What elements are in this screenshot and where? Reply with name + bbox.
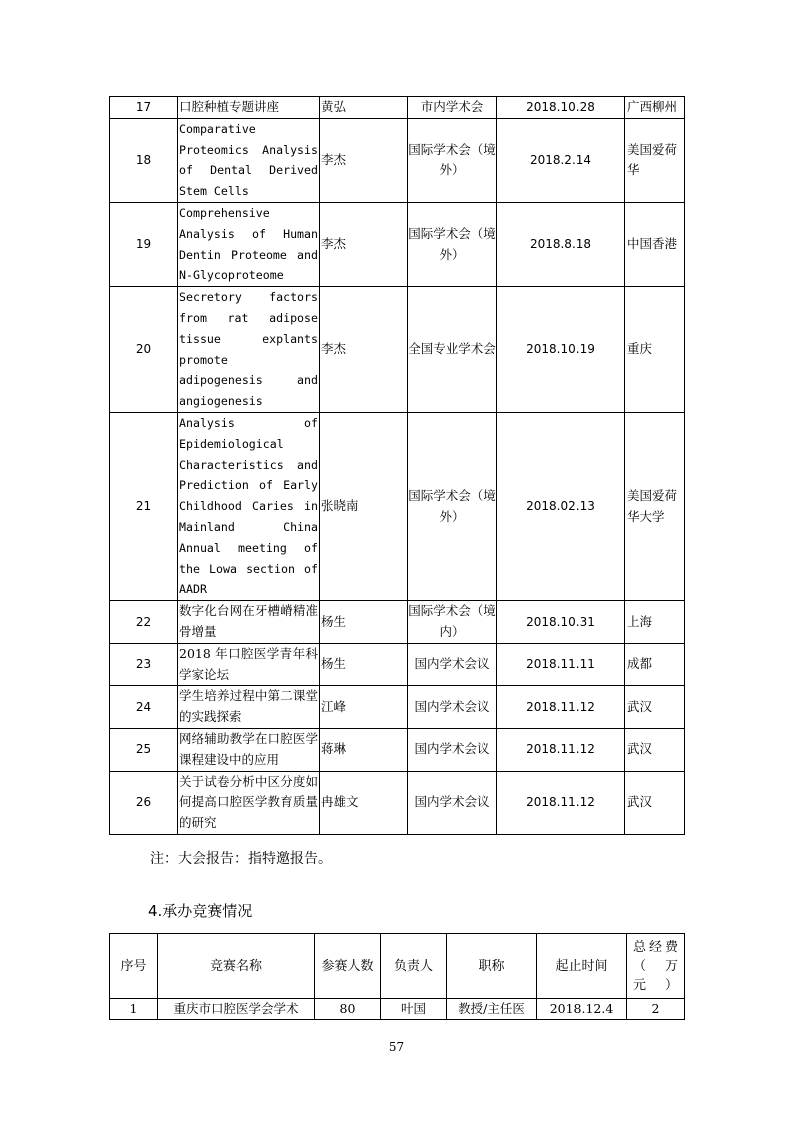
table-row xyxy=(110,771,685,834)
section-title: 4.承办竞赛情况 xyxy=(148,902,253,920)
header-name: 竞赛名称 xyxy=(158,934,315,999)
report-place: 武汉 xyxy=(625,728,685,771)
page-number: 57 xyxy=(388,1040,405,1054)
table-row xyxy=(110,643,685,686)
report-date: 2018.10.31 xyxy=(497,601,625,644)
meeting-type: 全国专业学术会 xyxy=(408,287,497,413)
row-number: 17 xyxy=(110,97,178,119)
meeting-type: 市内学术会 xyxy=(408,97,497,119)
report-date: 2018.10.28 xyxy=(497,97,625,119)
report-title: 学生培养过程中第二课堂的实践探索 xyxy=(178,686,320,729)
row-number: 18 xyxy=(110,118,178,202)
reporter-name: 张晓南 xyxy=(320,412,408,600)
meeting-type: 国际学术会（境内） xyxy=(408,601,497,644)
table-row xyxy=(110,287,685,413)
header-participants: 参赛人数 xyxy=(315,934,381,999)
competition-table-body xyxy=(110,999,685,1020)
table-row xyxy=(110,97,685,119)
competition-table xyxy=(109,933,685,1020)
competition-no-cell: 1 xyxy=(110,999,158,1020)
header-period: 起止时间 xyxy=(537,934,627,999)
report-date: 2018.8.18 xyxy=(497,202,625,286)
reporter-name: 李杰 xyxy=(320,202,408,286)
reporter-name: 蒋琳 xyxy=(320,728,408,771)
header-no: 序号 xyxy=(110,934,158,999)
report-date: 2018.11.12 xyxy=(497,771,625,834)
table-row xyxy=(110,728,685,771)
table-row xyxy=(110,601,685,644)
report-place: 武汉 xyxy=(625,686,685,729)
reporter-name: 李杰 xyxy=(320,118,408,202)
report-title: Comprehensive Analysis of Human Dentin Proteome and N-Glycoproteome xyxy=(178,202,320,286)
report-place: 美国爱荷华大学 xyxy=(625,412,685,600)
meeting-type: 国际学术会（境外） xyxy=(408,202,497,286)
report-date: 2018.10.19 xyxy=(497,287,625,413)
header-fee: 总经费（万元） xyxy=(627,934,685,999)
row-number: 25 xyxy=(110,728,178,771)
meeting-type: 国内学术会议 xyxy=(408,643,497,686)
row-number: 21 xyxy=(110,412,178,600)
reporter-name: 黄弘 xyxy=(320,97,408,119)
header-title: 职称 xyxy=(447,934,537,999)
table-note: 注：大会报告：指特邀报告。 xyxy=(150,851,332,867)
row-number: 24 xyxy=(110,686,178,729)
reporter-name: 杨生 xyxy=(320,643,408,686)
report-place: 上海 xyxy=(625,601,685,644)
reporter-name: 冉雄文 xyxy=(320,771,408,834)
meeting-type: 国际学术会（境外） xyxy=(408,412,497,600)
report-title: 数字化台网在牙槽嵴精准骨增量 xyxy=(178,601,320,644)
report-place: 成都 xyxy=(625,643,685,686)
report-title: Secretory factors from rat adipose tissue explants promote adipogenesis and angiogenesis xyxy=(178,287,320,413)
competition-leader-cell: 叶国 xyxy=(381,999,447,1020)
competition-period-cell: 2018.12.4 xyxy=(537,999,627,1020)
report-date: 2018.11.12 xyxy=(497,686,625,729)
row-number: 20 xyxy=(110,287,178,413)
report-title: 网络辅助教学在口腔医学课程建设中的应用 xyxy=(178,728,320,771)
report-place: 广西柳州 xyxy=(625,97,685,119)
reporter-name: 李杰 xyxy=(320,287,408,413)
meeting-type: 国内学术会议 xyxy=(408,686,497,729)
competition-title-cell: 教授/主任医 xyxy=(447,999,537,1020)
report-place: 重庆 xyxy=(625,287,685,413)
table-row xyxy=(110,118,685,202)
competition-participants-cell: 80 xyxy=(315,999,381,1020)
report-date: 2018.2.14 xyxy=(497,118,625,202)
report-date: 2018.02.13 xyxy=(497,412,625,600)
header-leader: 负责人 xyxy=(381,934,447,999)
report-table xyxy=(109,96,685,835)
report-title: Analysis of Epidemiological Characteristics and Prediction of Early Childhood Caries in Mainland China Annual meeting of the Lowa section of AADR xyxy=(178,412,320,600)
row-number: 26 xyxy=(110,771,178,834)
report-title: 关于试卷分析中区分度如何提高口腔医学教育质量的研究 xyxy=(178,771,320,834)
report-date: 2018.11.11 xyxy=(497,643,625,686)
row-number: 19 xyxy=(110,202,178,286)
reporter-name: 江峰 xyxy=(320,686,408,729)
report-date: 2018.11.12 xyxy=(497,728,625,771)
competition-fee-cell: 2 xyxy=(627,999,685,1020)
report-title: Comparative Proteomics Analysis of Dental Derived Stem Cells xyxy=(178,118,320,202)
table-row xyxy=(110,999,685,1020)
report-table-body xyxy=(110,97,685,835)
competition-header-row xyxy=(110,934,685,999)
table-row xyxy=(110,412,685,600)
report-title: 2018 年口腔医学青年科学家论坛 xyxy=(178,643,320,686)
row-number: 23 xyxy=(110,643,178,686)
meeting-type: 国际学术会（境外） xyxy=(408,118,497,202)
meeting-type: 国内学术会议 xyxy=(408,728,497,771)
report-place: 武汉 xyxy=(625,771,685,834)
report-title: 口腔种植专题讲座 xyxy=(178,97,320,119)
table-row xyxy=(110,686,685,729)
reporter-name: 杨生 xyxy=(320,601,408,644)
competition-name-cell: 重庆市口腔医学会学术 xyxy=(158,999,315,1020)
report-place: 中国香港 xyxy=(625,202,685,286)
table-row xyxy=(110,202,685,286)
report-place: 美国爱荷华 xyxy=(625,118,685,202)
meeting-type: 国内学术会议 xyxy=(408,771,497,834)
row-number: 22 xyxy=(110,601,178,644)
